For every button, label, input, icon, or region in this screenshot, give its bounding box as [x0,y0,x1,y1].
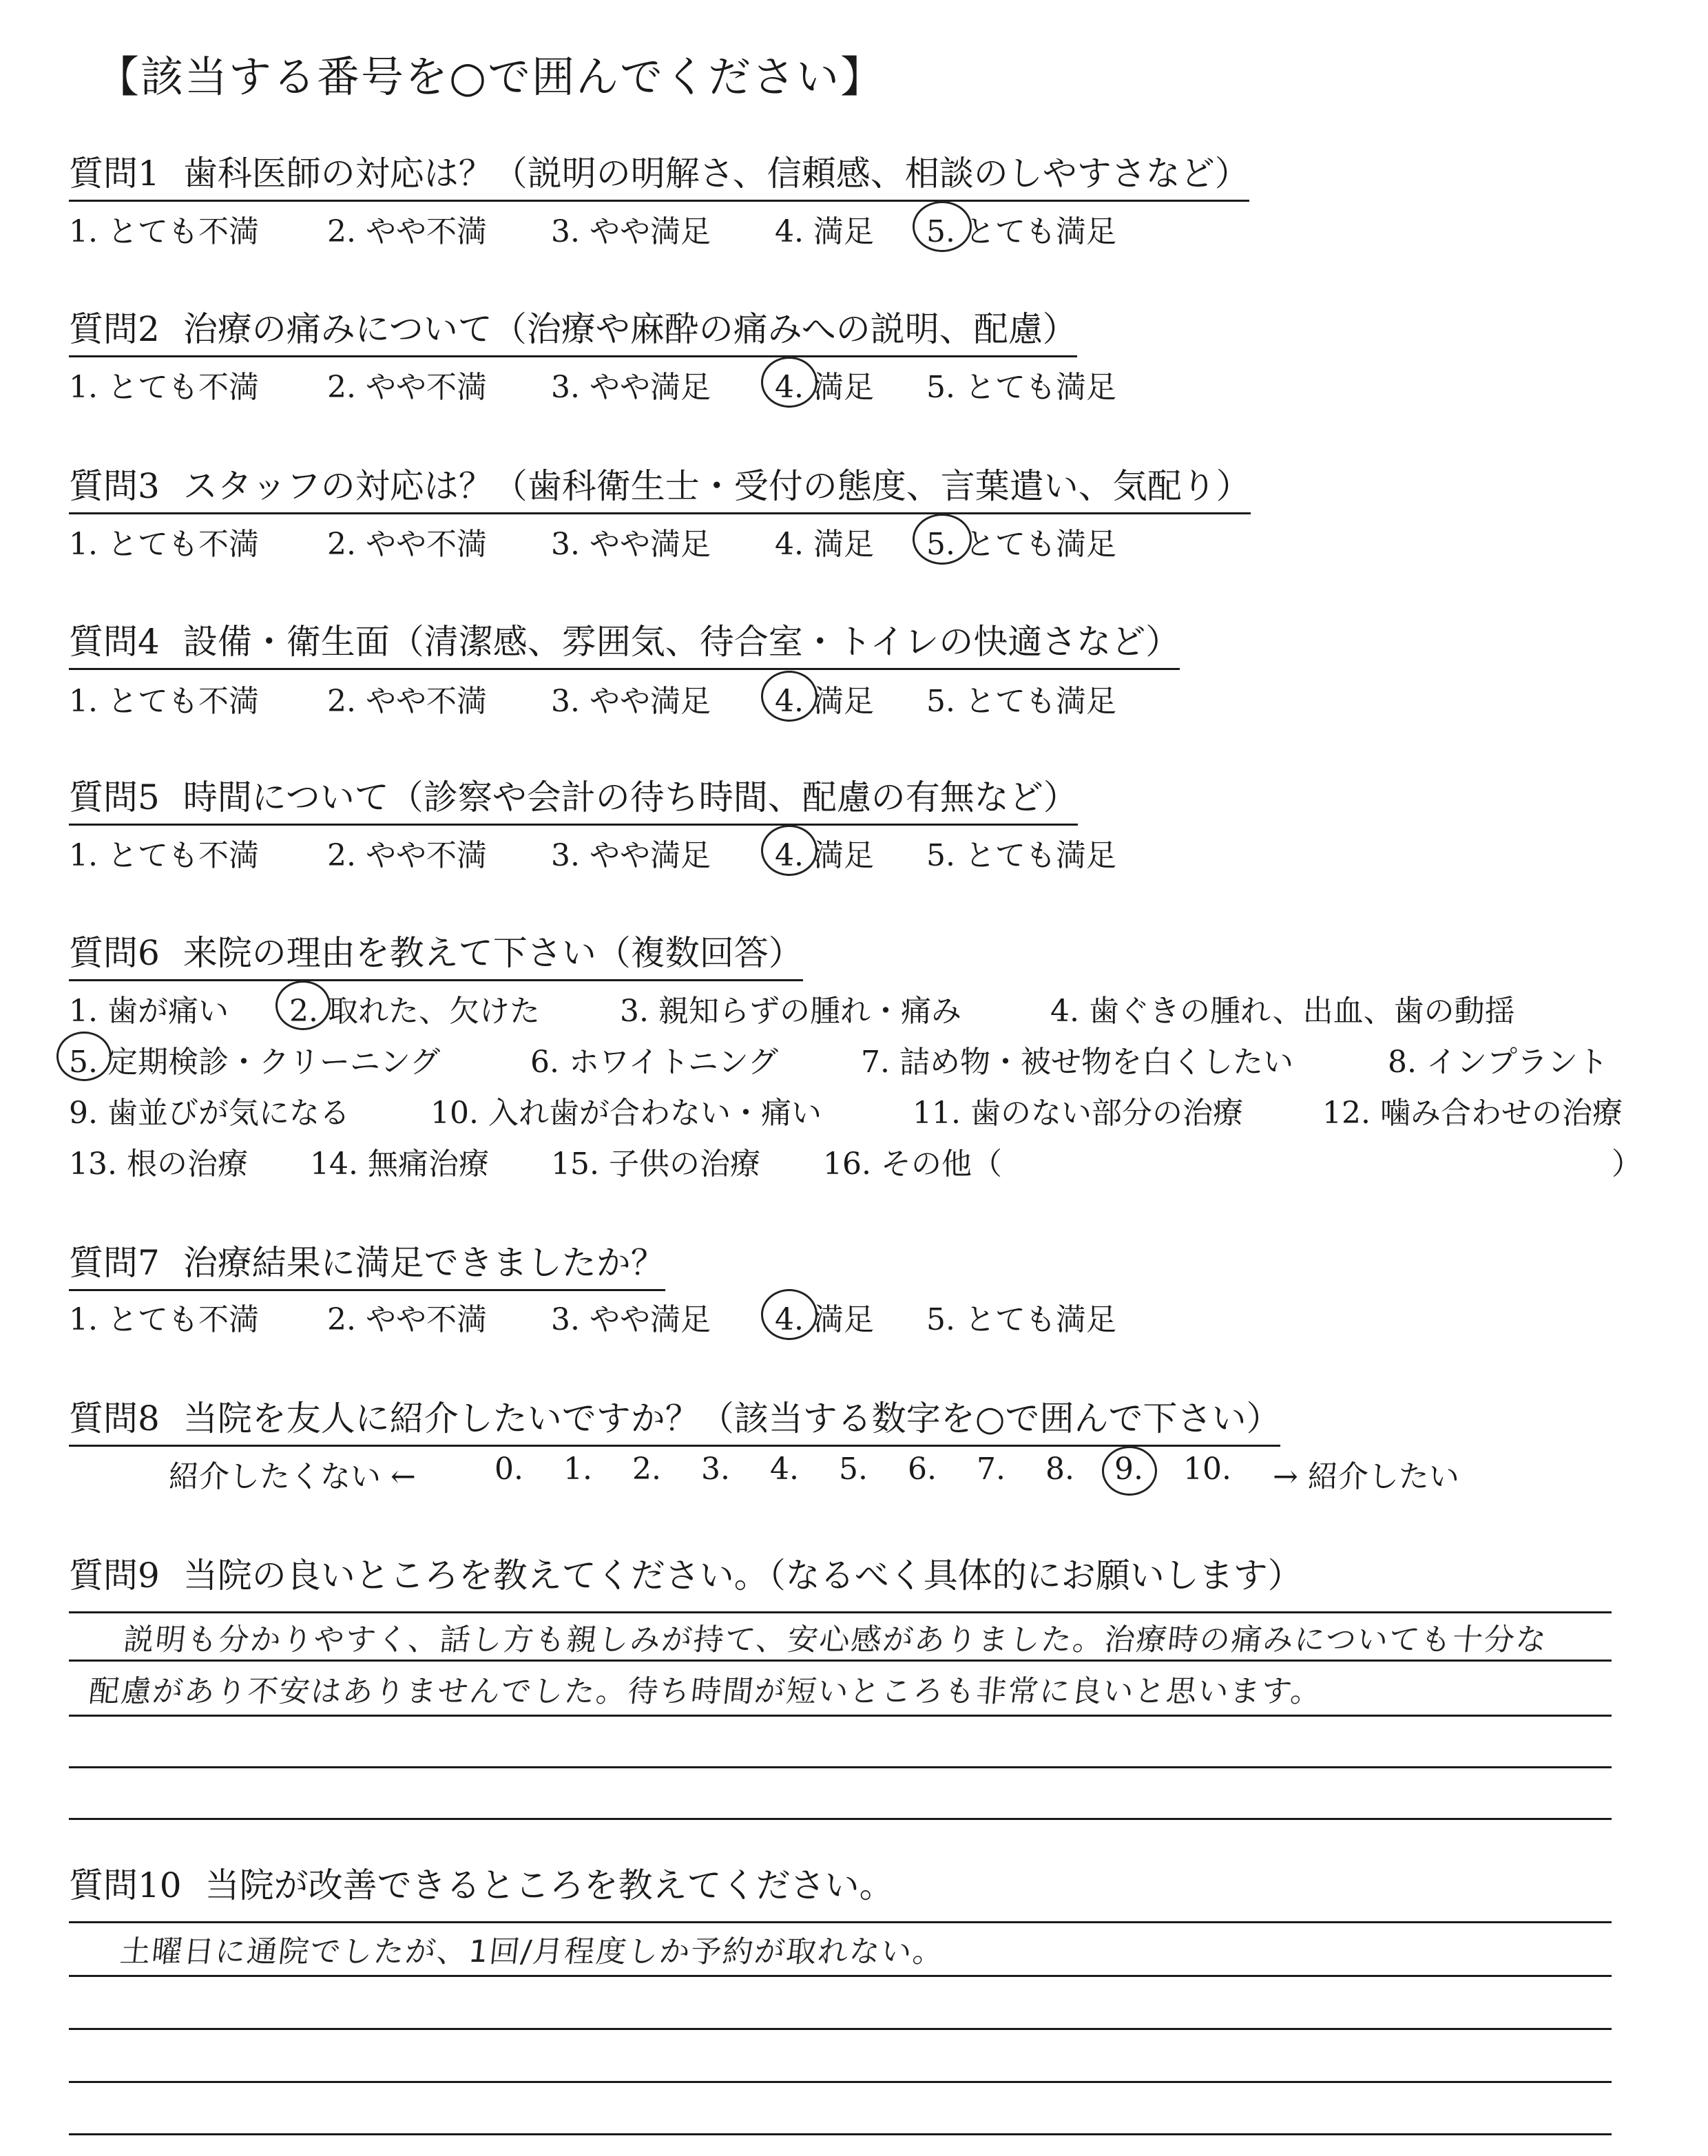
q6-option-12[interactable]: 12. 噛み合わせの治療 [1322,1096,1623,1131]
q5-option-1[interactable]: 1. とても不満 [69,838,259,873]
question-text: 時間について（診察や会計の待ち時間、配慮の有無など） [183,777,1078,817]
answer-line [69,1611,1612,1613]
q8-option-10[interactable]: 10. [1183,1452,1231,1487]
question-text: 設備・衛生面（清潔感、雰囲気、待合室・トイレの快適さなど） [183,622,1180,662]
answer-line [69,1766,1612,1768]
q3-option-4[interactable]: 4. 満足 [775,527,874,562]
q3-selection-circle [913,514,972,565]
answer-line [69,2081,1612,2083]
q8-option-9[interactable]: 9. [1114,1452,1143,1487]
q8-option-3[interactable]: 3. [701,1452,730,1487]
q6-option-2[interactable]: 2. 取れた、欠けた [289,994,540,1029]
q3-option-3[interactable]: 3. やや満足 [551,527,711,562]
q6-option-10[interactable]: 10. 入れ歯が合わない・痛い [430,1096,822,1131]
q7-selection-circle [761,1289,817,1340]
q6-option-16-close: ） [1612,1147,1642,1182]
q8-option-5[interactable]: 5. [839,1452,868,1487]
q9-answer-line-2[interactable]: 配慮があり不安はありませんでした。待ち時間が短いところも非常に良いと思います。 [87,1674,1324,1709]
q5-option-4[interactable]: 4. 満足 [775,838,874,873]
q1-option-3[interactable]: 3. やや満足 [551,214,711,249]
q2-option-5[interactable]: 5. とても満足 [926,370,1116,405]
q6-option-5[interactable]: 5. 定期検診・クリーニング [69,1045,441,1080]
q1-selection-circle [913,201,972,252]
answer-line [69,1660,1612,1662]
q7-option-5[interactable]: 5. とても満足 [926,1302,1116,1337]
q8-selection-circle [1102,1446,1157,1496]
question-number: 質問5 [69,777,160,817]
q5-selection-circle [761,825,817,876]
q3-option-5[interactable]: 5. とても満足 [926,527,1116,562]
answer-line [69,2133,1612,2135]
question-number: 質問4 [69,622,160,662]
q2-option-1[interactable]: 1. とても不満 [69,370,259,405]
q8-option-6[interactable]: 6. [908,1452,937,1487]
question-text: 治療の痛みについて（治療や麻酔の痛みへの説明、配慮） [183,309,1077,349]
q1-option-1[interactable]: 1. とても不満 [69,214,259,249]
q4-option-2[interactable]: 2. やや不満 [327,684,487,719]
q7-option-1[interactable]: 1. とても不満 [69,1302,259,1337]
question-number: 質問2 [69,309,160,349]
q6-selection-circle-5 [56,1032,112,1081]
question-5 [69,770,1078,826]
q3-option-1[interactable]: 1. とても不満 [69,527,259,562]
q6-option-16[interactable]: 16. その他（ [823,1147,1002,1182]
q6-option-4[interactable]: 4. 歯ぐきの腫れ、出血、歯の動揺 [1050,994,1515,1029]
question-number: 質問8 [69,1399,160,1438]
q4-selection-circle [761,671,817,722]
q8-option-8[interactable]: 8. [1045,1452,1074,1487]
q5-option-5[interactable]: 5. とても満足 [926,838,1116,873]
question-text: 当院の良いところを教えてください。（なるべく具体的にお願いします） [183,1556,1302,1595]
question-2 [69,302,1077,357]
q10-answer-line-1[interactable]: 土曜日に通院でしたが、1回/月程度しか予約が取れない。 [118,1934,947,1969]
q6-option-3[interactable]: 3. 親知らずの腫れ・痛み [620,994,961,1029]
answer-line [69,1921,1612,1923]
q9-answer-line-1[interactable]: 説明も分かりやすく、話し方も親しみが持て、安心感がありました。治療時の痛みについても十分な [121,1622,1550,1657]
q2-option-4[interactable]: 4. 満足 [775,370,874,405]
q6-option-14[interactable]: 14. 無痛治療 [310,1147,489,1182]
q6-option-9[interactable]: 9. 歯並びが気になる [69,1096,350,1131]
question-text: 当院を友人に紹介したいですか？（該当する数字を○で囲んで下さい） [183,1399,1281,1438]
q6-option-1[interactable]: 1. 歯が痛い [69,994,229,1029]
q1-option-4[interactable]: 4. 満足 [775,214,874,249]
question-4 [69,614,1180,670]
q8-option-7[interactable]: 7. [977,1452,1006,1487]
q7-option-3[interactable]: 3. やや満足 [551,1302,711,1337]
question-10 [69,1858,894,1907]
q6-option-11[interactable]: 11. 歯のない部分の治療 [913,1096,1243,1131]
q7-option-4[interactable]: 4. 満足 [775,1302,874,1337]
question-3 [69,459,1251,514]
q2-option-2[interactable]: 2. やや不満 [327,370,487,405]
question-number: 質問10 [69,1865,182,1905]
q2-option-3[interactable]: 3. やや満足 [551,370,711,405]
q8-option-0[interactable]: 0. [494,1452,523,1487]
answer-line [69,1818,1612,1820]
q6-option-13[interactable]: 13. 根の治療 [69,1147,248,1182]
question-text: 当院が改善できるところを教えてください。 [205,1865,894,1905]
q6-option-6[interactable]: 6. ホワイトニング [530,1045,779,1080]
q1-option-5[interactable]: 5. とても満足 [926,214,1116,249]
q2-selection-circle [761,357,817,408]
q6-option-15[interactable]: 15. 子供の治療 [551,1147,760,1182]
question-number: 質問9 [69,1556,160,1595]
q4-option-5[interactable]: 5. とても満足 [926,684,1116,719]
page-title: 【該当する番号を○で囲んでください】 [96,52,885,102]
q8-left-label: 紹介したくない ← [169,1459,416,1494]
question-text: 来院の理由を教えて下さい（複数回答） [183,933,803,973]
answer-line [69,2028,1612,2030]
question-text: 治療結果に満足できましたか？ [183,1243,665,1283]
q4-option-4[interactable]: 4. 満足 [775,684,874,719]
question-7 [69,1235,665,1291]
question-number: 質問1 [69,154,160,193]
q4-option-1[interactable]: 1. とても不満 [69,684,259,719]
answer-line [69,1715,1612,1717]
q8-right-label: → 紹介したい [1273,1459,1459,1494]
q6-option-8[interactable]: 8. インプラント [1388,1045,1608,1080]
q5-option-2[interactable]: 2. やや不満 [327,838,487,873]
q6-selection-circle-2 [275,981,331,1030]
question-6 [69,925,803,981]
question-1 [69,146,1249,202]
q8-option-2[interactable]: 2. [632,1452,661,1487]
q7-option-2[interactable]: 2. やや不満 [327,1302,487,1337]
question-8 [69,1391,1280,1447]
question-text: 歯科医師の対応は？（説明の明解さ、信頼感、相談のしやすさなど） [183,154,1249,193]
question-number: 質問6 [69,933,160,973]
question-9 [69,1548,1302,1598]
question-number: 質問7 [69,1243,160,1283]
q5-option-3[interactable]: 3. やや満足 [551,838,711,873]
question-number: 質問3 [69,466,160,506]
q8-option-1[interactable]: 1. [563,1452,592,1487]
q6-option-7[interactable]: 7. 詰め物・被せ物を白くしたい [861,1045,1293,1080]
answer-line [69,1975,1612,1977]
q4-option-3[interactable]: 3. やや満足 [551,684,711,719]
q8-option-4[interactable]: 4. [770,1452,799,1487]
q1-option-2[interactable]: 2. やや不満 [327,214,487,249]
question-text: スタッフの対応は？（歯科衛生士・受付の態度、言葉遣い、気配り） [183,466,1251,506]
q3-option-2[interactable]: 2. やや不満 [327,527,487,562]
